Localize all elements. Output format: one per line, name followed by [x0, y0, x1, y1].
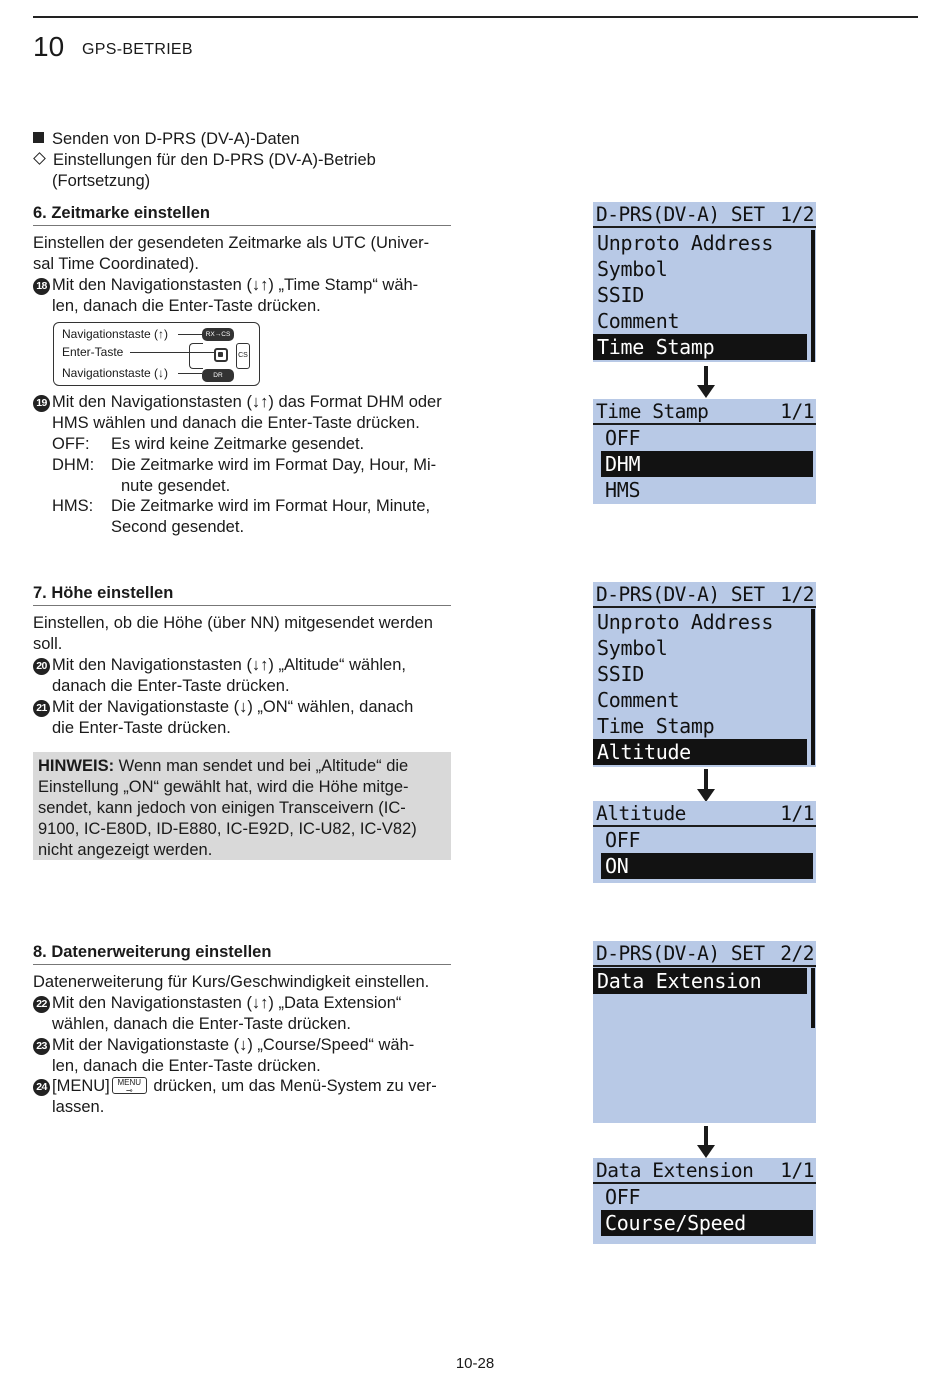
lcd-item-symbol[interactable]: Symbol — [597, 636, 668, 660]
lcd-screen-dprs-set-2 — [593, 941, 816, 1123]
cs-key-icon: CS — [236, 343, 250, 369]
option-off-text: Es wird keine Zeitmarke gesendet. — [111, 435, 365, 453]
note-line-4: 9100, IC-E80D, ID-E880, IC-E92D, IC-U82, IC-V82) — [38, 820, 417, 838]
lcd-screen-time-stamp — [593, 399, 816, 504]
page-number: 10-28 — [455, 1355, 495, 1372]
lcd-option-on-selected[interactable]: ON — [601, 853, 813, 879]
chapter-number: 10 — [33, 31, 65, 62]
menu-key-icon: MENU ⊸ — [112, 1077, 147, 1094]
diamond-bullet-icon — [33, 152, 46, 165]
intro-line-1: Senden von D-PRS (DV-A)-Daten — [33, 129, 300, 150]
dr-key-icon: DR — [202, 369, 234, 382]
lcd-screen-altitude — [593, 801, 816, 883]
note-box — [33, 752, 451, 860]
lcd-item-unproto-address[interactable]: Unproto Address — [597, 231, 774, 255]
lcd-option-off[interactable]: OFF — [605, 828, 641, 852]
sec6-para-1: Einstellen der gesendeten Zeitmarke als UTC (Univer- — [33, 234, 430, 252]
lcd-item-comment[interactable]: Comment — [597, 688, 680, 712]
lcd-item-symbol[interactable]: Symbol — [597, 257, 668, 281]
section-6-heading: 6. Zeitmarke einstellen — [33, 203, 451, 226]
lcd-scrollbar[interactable] — [811, 968, 815, 1028]
lcd-option-dhm-selected[interactable]: DHM — [601, 451, 813, 477]
option-dhm-text-cont: nute gesendet. — [121, 477, 231, 495]
step-number-18: 18 — [33, 278, 50, 295]
down-arrow-icon — [697, 769, 715, 803]
note-label: HINWEIS: — [38, 757, 115, 775]
lcd-title-bar: Data Extension 1/1 — [593, 1158, 816, 1184]
sec7-para-2: soll. — [33, 635, 63, 653]
key-bracket-icon — [189, 343, 203, 369]
down-arrow-icon — [697, 366, 715, 398]
lcd-title-bar: Altitude 1/1 — [593, 801, 816, 827]
lcd-option-off[interactable]: OFF — [605, 426, 641, 450]
step-22: 22 Mit den Navigationstasten (↓↑) „Data Extension“ — [33, 993, 401, 1014]
lcd-item-comment[interactable]: Comment — [597, 309, 680, 333]
key-label-up: Navigationstaste (↑) — [62, 327, 169, 341]
lcd-screen-data-extension — [593, 1158, 816, 1244]
navigation-key-diagram — [53, 322, 260, 386]
lcd-screen-dprs-set-1-altitude — [593, 582, 816, 767]
lcd-option-course-speed-selected[interactable]: Course/Speed — [601, 1210, 813, 1236]
header-rule — [33, 16, 918, 18]
step-24-cont: lassen. — [52, 1098, 105, 1116]
section-7-heading: 7. Höhe einstellen — [33, 583, 451, 606]
option-hms-text-cont: Second gesendet. — [111, 518, 245, 536]
key-label-enter: Enter-Taste — [62, 345, 124, 359]
lcd-scrollbar[interactable] — [811, 230, 815, 362]
lcd-item-ssid[interactable]: SSID — [597, 283, 644, 307]
lcd-screen-dprs-set-1 — [593, 202, 816, 362]
step-19-cont: HMS wählen und danach die Enter-Taste drücken. — [52, 414, 420, 432]
key-label-down: Navigationstaste (↓) — [62, 366, 169, 380]
lcd-title-bar: D-PRS(DV-A) SET 2/2 — [593, 941, 816, 967]
note-line-5: nicht angezeigt werden. — [38, 841, 213, 859]
lcd-item-time-stamp[interactable]: Time Stamp — [597, 714, 715, 738]
step-23-cont: len, danach die Enter-Taste drücken. — [52, 1057, 321, 1075]
intro-line-2: Einstellungen für den D-PRS (DV-A)-Betrieb — [33, 150, 376, 171]
enter-key-icon — [214, 348, 228, 362]
lcd-item-unproto-address[interactable]: Unproto Address — [597, 610, 774, 634]
note-line-2: Einstellung „ON“ gewählt hat, wird die Höhe mitge- — [38, 778, 409, 796]
lcd-item-altitude-selected[interactable]: Altitude — [593, 739, 807, 765]
option-off-label: OFF: — [52, 435, 90, 453]
step-20: 20 Mit den Navigationstasten (↓↑) „Altitude“ wählen, — [33, 655, 406, 676]
step-number-23: 23 — [33, 1038, 50, 1055]
down-arrow-icon — [697, 1126, 715, 1158]
lcd-item-data-extension-selected[interactable]: Data Extension — [593, 968, 807, 994]
leader-line-up — [178, 334, 202, 335]
step-22-cont: wählen, danach die Enter-Taste drücken. — [52, 1015, 352, 1033]
step-21-cont: die Enter-Taste drücken. — [52, 719, 231, 737]
step-19: 19 Mit den Navigationstasten (↓↑) das Format DHM oder — [33, 392, 442, 413]
lcd-item-ssid[interactable]: SSID — [597, 662, 644, 686]
intro-line-3: (Fortsetzung) — [52, 172, 151, 190]
lcd-scrollbar[interactable] — [811, 609, 815, 765]
step-23: 23 Mit der Navigationstaste (↓) „Course/Speed“ wäh- — [33, 1035, 414, 1056]
sec8-para-1: Datenerweiterung für Kurs/Geschwindigkeit einstellen. — [33, 973, 430, 991]
square-bullet-icon — [33, 132, 44, 143]
section-8-heading: 8. Datenerweiterung einstellen — [33, 942, 451, 965]
option-hms-label: HMS: — [52, 497, 94, 515]
lcd-title-bar: D-PRS(DV-A) SET 1/2 — [593, 582, 816, 608]
lcd-title-bar: D-PRS(DV-A) SET 1/2 — [593, 202, 816, 228]
option-dhm-text: Die Zeitmarke wird im Format Day, Hour, Mi- — [111, 456, 437, 474]
step-number-19: 19 — [33, 395, 50, 412]
lcd-title-bar: Time Stamp 1/1 — [593, 399, 816, 425]
option-hms-text: Die Zeitmarke wird im Format Hour, Minute, — [111, 497, 431, 515]
step-20-cont: danach die Enter-Taste drücken. — [52, 677, 290, 695]
step-number-20: 20 — [33, 658, 50, 675]
step-number-21: 21 — [33, 700, 50, 717]
option-dhm-label: DHM: — [52, 456, 95, 474]
sec6-para-2: sal Time Coordinated). — [33, 255, 199, 273]
lcd-option-off[interactable]: OFF — [605, 1185, 641, 1209]
note-line-1: HINWEIS: Wenn man sendet und bei „Altitude“ die — [38, 757, 409, 775]
step-number-24: 24 — [33, 1079, 50, 1096]
lcd-item-time-stamp-selected[interactable]: Time Stamp — [593, 334, 807, 360]
step-21: 21 Mit der Navigationstaste (↓) „ON“ wählen, danach — [33, 697, 413, 718]
sec7-para-1: Einstellen, ob die Höhe (über NN) mitgesendet werden — [33, 614, 433, 632]
step-24: 24 [MENU] MENU ⊸ drücken, um das Menü-System zu ver- — [33, 1076, 437, 1097]
rx-cs-key-icon: RX→CS — [202, 328, 234, 341]
step-18: 18 Mit den Navigationstasten (↓↑) „Time Stamp“ wäh- — [33, 275, 418, 296]
lcd-option-hms[interactable]: HMS — [605, 478, 641, 502]
step-number-22: 22 — [33, 996, 50, 1013]
chapter-title: GPS-BETRIEB — [82, 41, 193, 58]
note-line-3: sendet, kann jedoch von einigen Transceivern (IC- — [38, 799, 406, 817]
step-18-cont: len, danach die Enter-Taste drücken. — [52, 297, 321, 315]
leader-line-down — [178, 373, 202, 374]
